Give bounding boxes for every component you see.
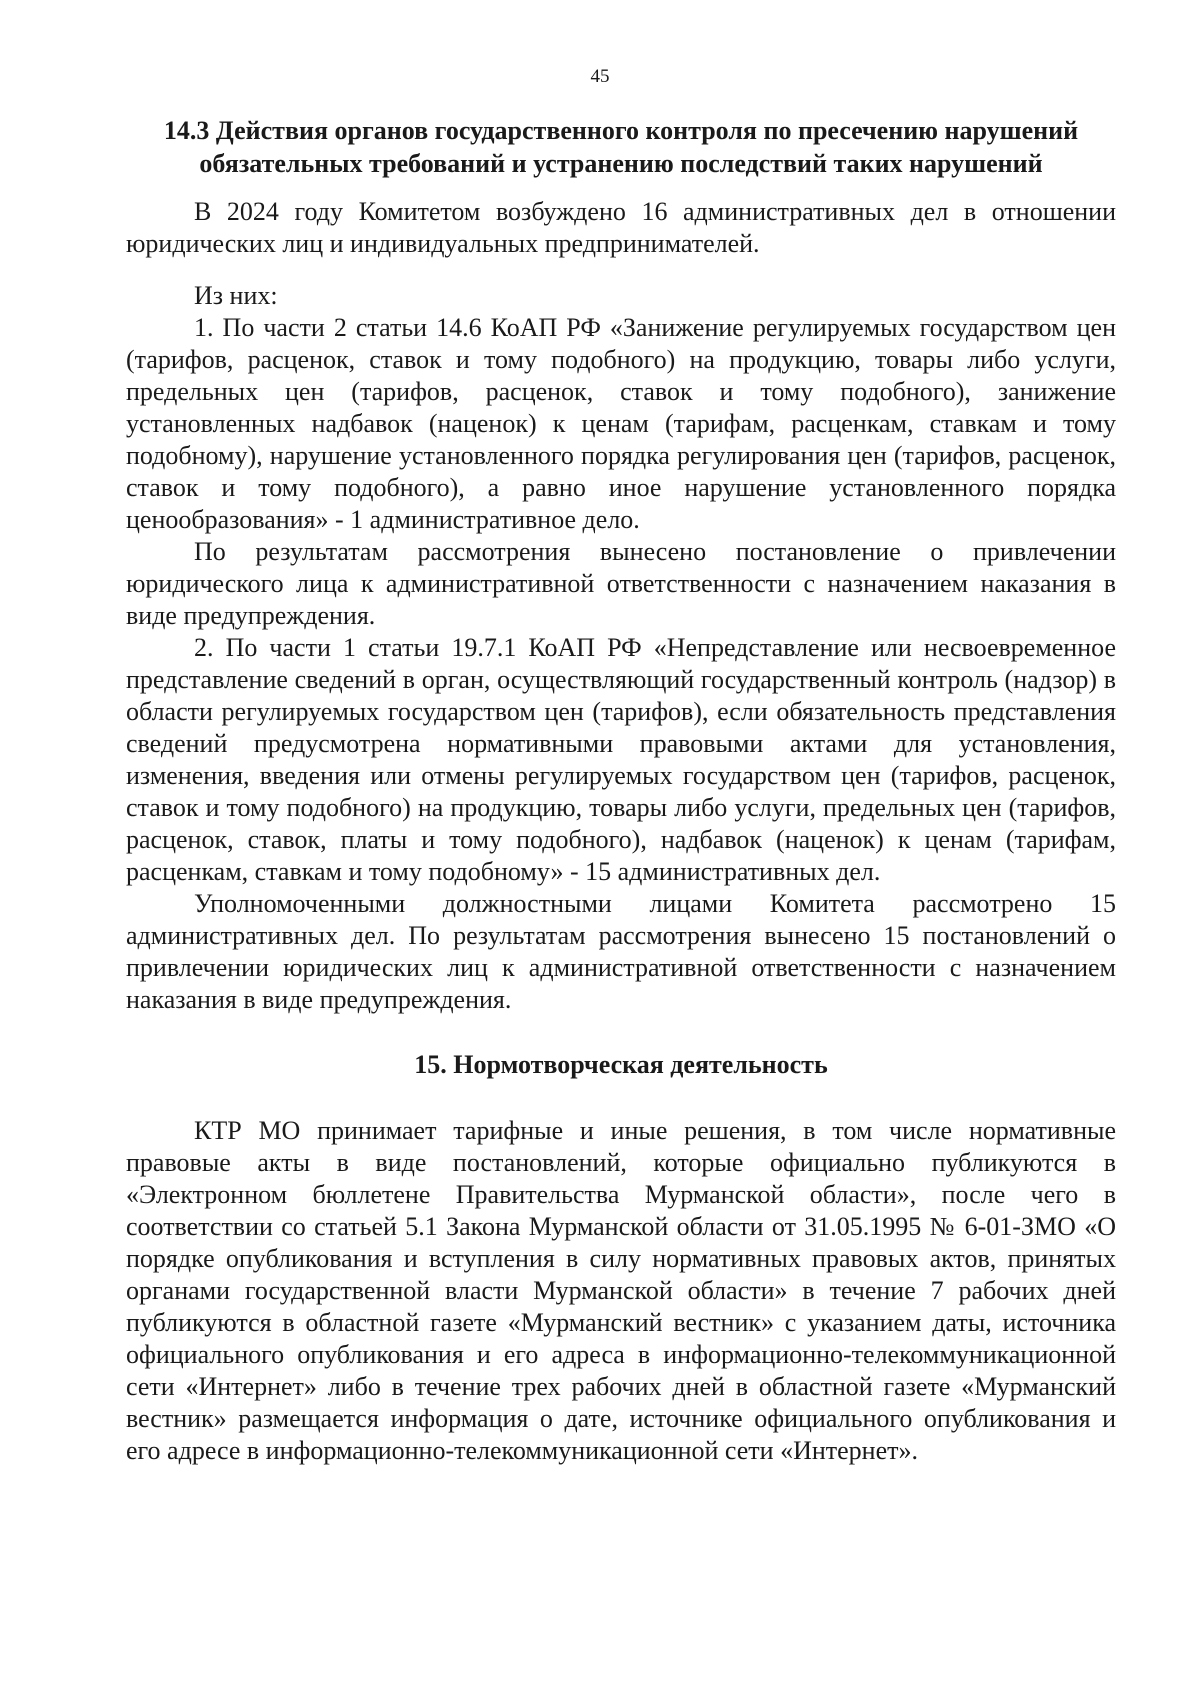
section-14-3-intro-paragraph: В 2024 году Комитетом возбуждено 16 административных дел в отношении юридических лиц и индивидуальных предпринимателей. xyxy=(126,197,1116,258)
section-14-3-title-line-2: обязательных требований и устранению последствий таких нарушений xyxy=(199,149,1043,178)
section-14-3-title-line-1: 14.3 Действия органов государственного контроля по пресечению нарушений xyxy=(163,116,1079,145)
list-item-2: 2. По части 1 статьи 19.7.1 КоАП РФ «Непредставление или несвоевременное представление сведений в орган, осуществляющий государственный контроль (надзор) в области регулируемых государством цен (тарифов), если обязательность представления сведений предусмотрена нормативными правовыми актами для установления, изменения, введения или отмены регулируемых государством цен (тарифов, расценок, ставок и тому подобного) на продукцию, товары либо услуги, предельных цен (тарифов, расценок, ставок, платы и тому подобного), надбавок (наценок) к ценам (тарифам, расценкам, ставкам и тому подобному» - 15 административных дел. xyxy=(126,633,1116,886)
document-body xyxy=(126,114,1116,1467)
of-them-label: Из них: xyxy=(194,281,278,310)
list-item-2-result: Уполномоченными должностными лицами Комитета рассмотрено 15 административных дел. По результатам рассмотрения вынесено 15 постановлений о привлечении юридических лиц к административной ответственности с назначением наказания в виде предупреждения. xyxy=(126,889,1116,1014)
section-15-title: 15. Нормотворческая деятельность xyxy=(414,1050,828,1079)
page-number: 45 xyxy=(590,66,610,87)
list-item-1: 1. По части 2 статьи 14.6 КоАП РФ «Занижение регулируемых государством цен (тарифов, расценок, ставок и тому подобного) на продукцию, товары либо услуги, предельных цен (тарифов, расценок, ставок и тому подобного), занижение установленных надбавок (наценок) к ценам (тарифам, расценкам, ставкам и тому подобному), нарушение установленного порядка регулирования цен (тарифов, расценок, ставок и тому подобного), а равно иное нарушение установленного порядка ценообразования» - 1 административное дело. xyxy=(126,313,1116,534)
section-15-body-paragraph: КТР МО принимает тарифные и иные решения, в том числе нормативные правовые акты в виде постановлений, которые официально публикуются в «Электронном бюллетене Правительства Мурманской области», после чего в соответствии со статьей 5.1 Закона Мурманской области от 31.05.1995 № 6-01-ЗМО «О порядке опубликования и вступления в силу нормативных правовых актов, принятых органами государственной власти Мурманской области» в течение 7 рабочих дней публикуются в областной газете «Мурманский вестник» с указанием даты, источника официального опубликования и его адреса в информационно-телекоммуникационной сети «Интернет» либо в течение трех рабочих дней в областной газете «Мурманский вестник» размещается информация о дате, источнике официального опубликования и его адресе в информационно-телекоммуникационной сети «Интернет». xyxy=(126,1116,1116,1465)
list-item-1-result: По результатам рассмотрения вынесено постановление о привлечении юридического лица к административной ответственности с назначением наказания в виде предупреждения. xyxy=(126,537,1116,630)
